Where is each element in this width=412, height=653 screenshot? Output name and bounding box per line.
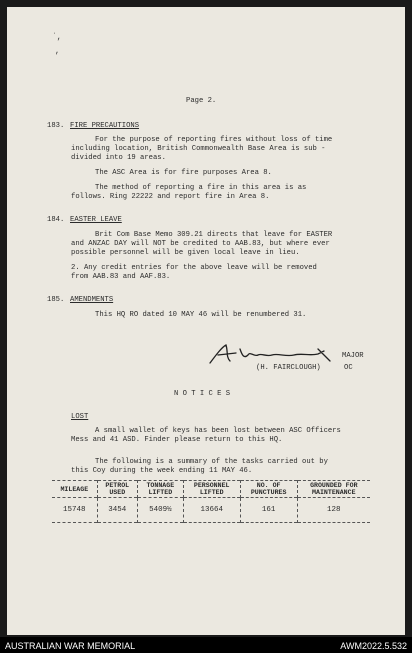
column-header: NO. OF PUNCTURES [240, 481, 297, 498]
signature-name: (H. FAIRCLOUGH) [256, 364, 321, 372]
footer-credit: AUSTRALIAN WAR MEMORIAL [5, 641, 136, 651]
table-cell: 5409½ [137, 498, 183, 523]
footer-bar [0, 637, 412, 653]
paragraph-line: The following is a summary of the tasks carried out by [95, 458, 328, 466]
section-heading: FIRE PRECAUTIONS [70, 122, 140, 130]
column-header: TONNAGE LIFTED [137, 481, 183, 498]
page-title: Page 2. [186, 97, 217, 105]
signature-rank: MAJOR [342, 352, 364, 360]
section-heading: AMENDMENTS [70, 296, 114, 304]
table-row [52, 498, 370, 523]
hole-punch-mark: ˙, [52, 33, 62, 42]
table-cell: 128 [297, 498, 370, 523]
lost-heading: LOST [71, 413, 89, 421]
task-summary-table [52, 480, 370, 523]
paragraph-line: from AAB.83 and AAF.83. [71, 273, 171, 281]
paragraph-line: A small wallet of keys has been lost between ASC Officers [95, 427, 341, 435]
section-heading: EASTER LEAVE [70, 216, 122, 224]
footer-accession-number: AWM2022.5.532 [340, 641, 407, 651]
hole-punch-mark: , [55, 47, 60, 56]
section-number: 185. [47, 296, 65, 304]
paragraph-line: possible personnel will be given local leave in lieu. [71, 249, 300, 257]
paragraph-line: The ASC Area is for fire purposes Area 8. [95, 169, 272, 177]
notices-title: N O T I C E S [174, 390, 231, 398]
paragraph-line: 2. Any credit entries for the above leave will be removed [71, 264, 317, 272]
table-cell: 13664 [183, 498, 240, 523]
column-header: PETROL USED [97, 481, 137, 498]
column-header: GROUNDED FOR MAINTENANCE [297, 481, 370, 498]
table-header-row [52, 481, 370, 498]
column-header: MILEAGE [60, 485, 89, 493]
column-header: PERSONNEL LIFTED [183, 481, 240, 498]
signature-role: OC [344, 364, 353, 372]
table-cell: 15748 [63, 506, 86, 514]
paragraph-line: Mess and 41 ASD. Finder please return to this HQ. [71, 436, 283, 444]
table-cell: 161 [240, 498, 297, 523]
paragraph-line: divided into 19 areas. [71, 154, 166, 162]
table-cell: 3454 [97, 498, 137, 523]
paragraph-line: this Coy during the week ending 11 MAY 46. [71, 467, 253, 475]
paragraph-line: follows. Ring 22222 and report fire in Area 8. [71, 193, 270, 201]
paragraph-line: The method of reporting a fire in this area is as [95, 184, 307, 192]
paragraph-line: This HQ RO dated 10 MAY 46 will be renumbered 31. [95, 311, 307, 319]
paragraph-line: Brit Com Base Memo 309.21 directs that leave for EASTER [95, 231, 333, 239]
section-number: 183. [47, 122, 65, 130]
paragraph-line: and ANZAC DAY will NOT be credited to AAB.83, but where ever [71, 240, 330, 248]
paragraph-line: For the purpose of reporting fires without loss of time [95, 136, 333, 144]
section-number: 184. [47, 216, 65, 224]
paragraph-line: including location, British Commonwealth Base Area is sub - [71, 145, 326, 153]
